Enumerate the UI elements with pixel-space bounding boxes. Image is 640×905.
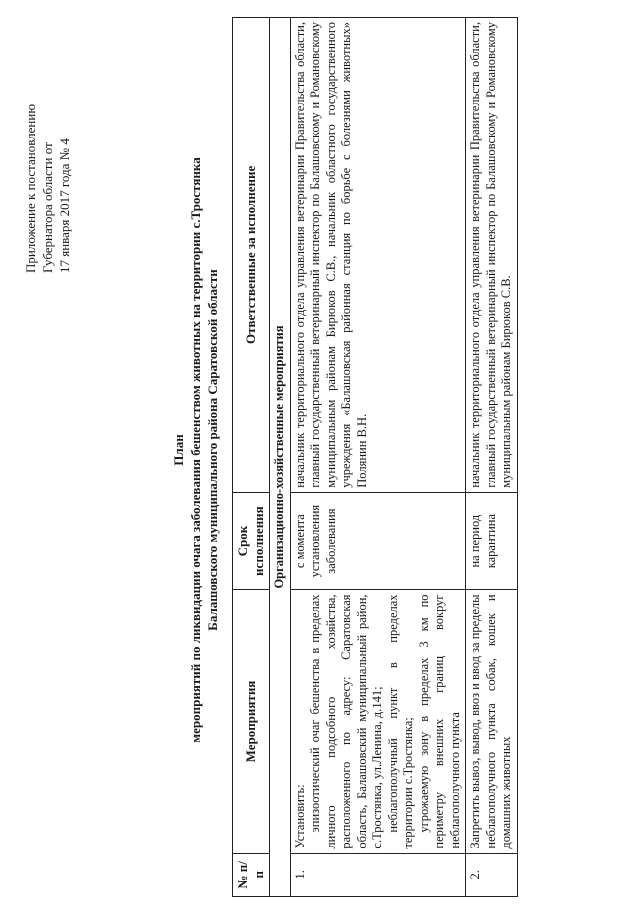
row-responsible: начальник территориального отдела управления ветеринарии Правительства области, главный государственный ветеринарный инспектор по Балашовскому и Романовскому муниципальным районам Бирюков С.В., начальник областного государственного учреждения «Балашовская районная станция по борьбе с болезнями животных» Полянин В.Н. [290,18,466,493]
appendix-line-2: Губернатора области от [40,142,55,273]
title-word: План [171,434,186,466]
measures-table [232,17,518,897]
measures-intro: Установить: [292,784,307,849]
table-header-row [233,18,270,897]
header-num: № п/п [233,853,270,896]
appendix-line-3: 17 января 2017 года № 4 [57,138,72,273]
section-title: Организационно-хозяйственные мероприятия [270,18,291,897]
measures-item: неблагополучный пункт в пределах территории с.Тростянка; [385,594,415,849]
appendix-note [22,23,73,273]
title-line-1: мероприятий по ликвидации очага заболевания бешенством животных на территории с.Тростянка [188,157,203,743]
appendix-line-1: Приложение к постановлению [23,103,38,273]
row-measures: Запретить вывоз, вывод, ввоз и ввод за пределы неблагополучного пункта собак, кошек и домашних животных [466,590,518,853]
row-responsible: начальник территориального отдела управления ветеринарии Правительства области, главный государственный ветеринарный инспектор по Балашовскому и Романовскому муниципальным районам Бирюков С.В. [466,18,518,493]
header-measures: Мероприятия [233,590,270,853]
row-num: 1. [290,853,466,896]
section-row [270,18,291,897]
header-deadline: Срок исполнения [233,492,270,590]
table-row [466,18,518,897]
document-title [170,155,221,745]
table-row [290,18,466,897]
row-num: 2. [466,853,518,896]
header-responsible: Ответственные за исполнение [233,18,270,493]
measures-item: эпизоотический очаг бешенства в пределах личного подсобного хозяйства, расположенного по адресу: Саратовская область, Балашовский муниципальный район, с.Тростянка, ул.Ленина, д.141; [308,594,384,849]
row-deadline: с момента установления заболевания [290,492,466,590]
measures-item: угрожаемую зону в пределах 3 км по периметру внешних границ вокруг неблагополучного пункта [416,594,462,849]
row-deadline: на период карантина [466,492,518,590]
title-line-2: Балашовского муниципального района Саратовской области [205,269,220,631]
row-measures [290,590,466,853]
